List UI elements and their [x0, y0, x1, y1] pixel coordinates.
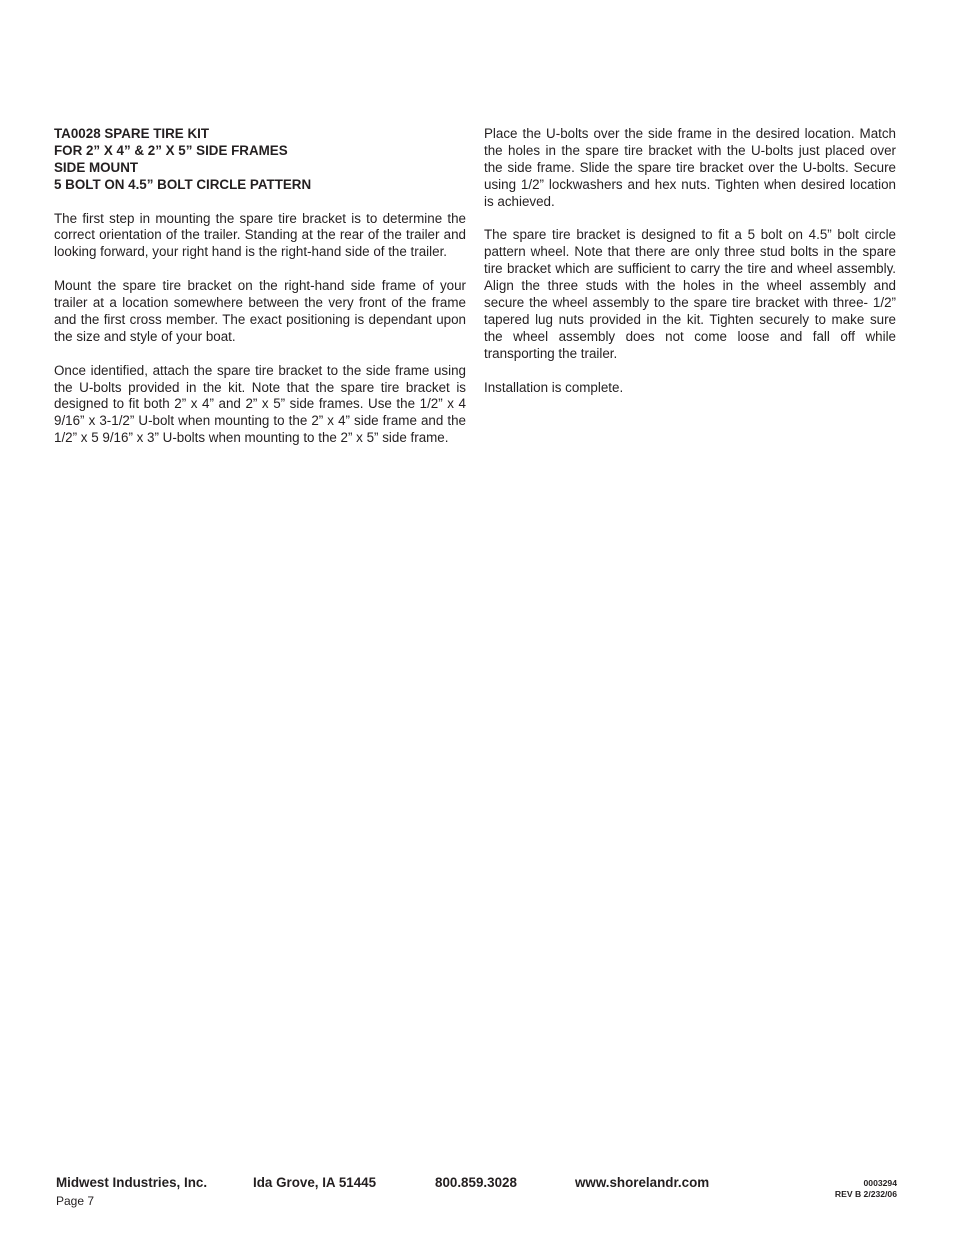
paragraph-place-ubolts: Place the U-bolts over the side frame in the desired location. Match the holes in the spare tire bracket with the U-bolts just placed over the side frame. Slide the spare tire bracket over the U-bolts. Secure using 1/2” lockwashers and hex nuts. Tighten when desired location is achieved.	[484, 126, 896, 209]
footer-website: www.shorelandr.com	[575, 1175, 710, 1190]
paragraph-orientation: The first step in mounting the spare tire bracket is to determine the correct orientation of the trailer. Standing at the rear of the trailer and looking forward, your right hand is the right-hand side of the trailer.	[54, 210, 466, 260]
heading-line-1: TA0028 SPARE TIRE KIT	[54, 126, 210, 141]
revision: REV B 2/232/06	[834, 1188, 897, 1199]
heading-line-2: FOR 2” X 4” & 2” X 5” SIDE FRAMES	[54, 142, 288, 158]
doc-number: 0003294	[863, 1178, 897, 1188]
footer-phone: 800.859.3028	[435, 1175, 517, 1190]
document-code	[835, 1178, 897, 1199]
paragraph-complete: Installation is complete.	[484, 379, 624, 395]
paragraph-mount-location: Mount the spare tire bracket on the right-hand side frame of your trailer at a location somewhere between the very front of the frame and the first cross member. The exact positioning is dependant upon the size and style of your boat.	[54, 278, 466, 344]
footer-company: Midwest Industries, Inc.	[56, 1175, 208, 1190]
paragraph-wheel-fit: The spare tire bracket is designed to fit a 5 bolt on 4.5” bolt circle pattern wheel. Note that there are only three stud bolts in the spare tire bracket which are sufficient to carry the tire and wheel assembly. Align the three studs with the holes in the wheel assembly and secure the wheel assembly to the spare tire bracket with three- 1/2” tapered lug nuts provided in the kit. Tighten securely to make sure the wheel assembly does not come loose and fall off while transporting the trailer.	[484, 227, 896, 361]
heading-line-4: 5 BOLT ON 4.5” BOLT CIRCLE PATTERN	[54, 176, 312, 192]
paragraph-attach-ubolts: Once identified, attach the spare tire bracket to the side frame using the U-bolts provided in the kit. Note that the spare tire bracket is designed to fit both 2” x 4” and 2” x 5” side frames. Use the 1/2” x 4 9/16” x 3-1/2” U-bolt when mounting to the 2” x 4” side frame and the 1/2” x 5 9/16” x 3” U-bolts when mounting to the 2” x 5” side frame.	[54, 362, 466, 446]
right-column	[484, 126, 896, 413]
left-column	[54, 126, 466, 464]
footer-location: Ida Grove, IA 51445	[253, 1175, 377, 1190]
page-number: Page 7	[56, 1194, 95, 1208]
kit-heading	[54, 126, 466, 194]
heading-line-3: SIDE MOUNT	[54, 159, 139, 175]
